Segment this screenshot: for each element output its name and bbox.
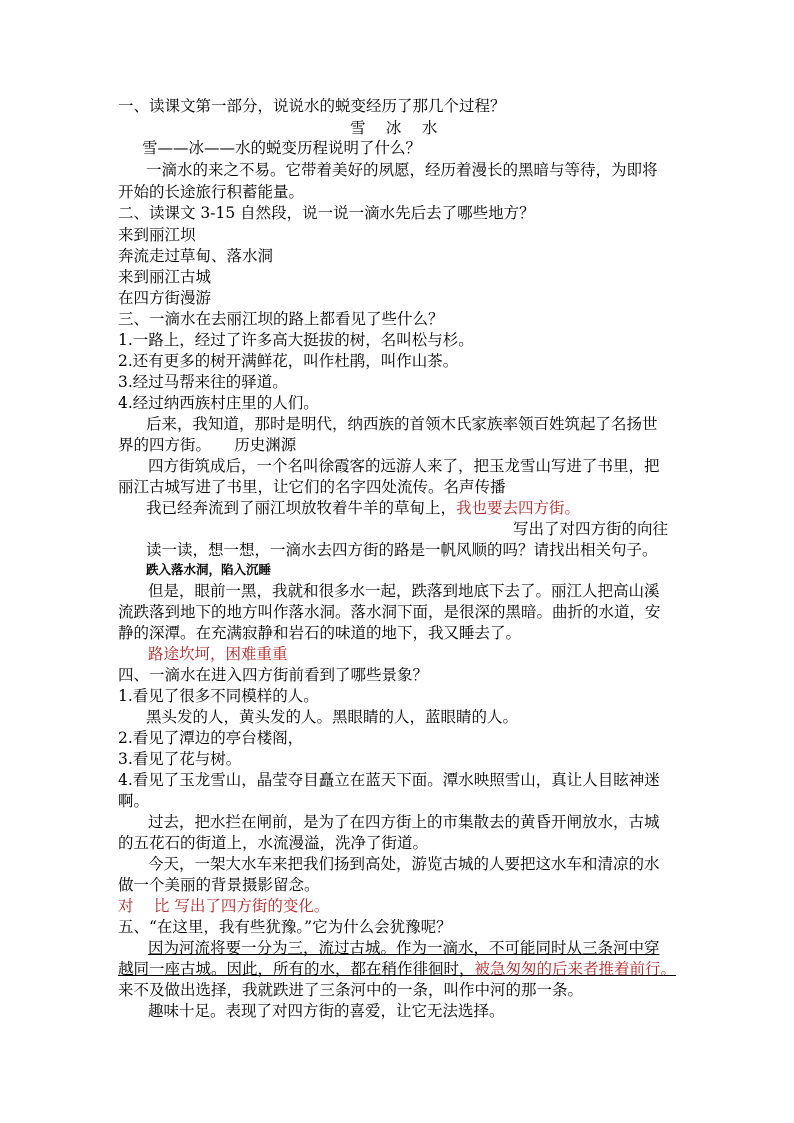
- question-5-heading: 五、“在这里，我有些犹豫。”它为什么会犹豫呢？: [118, 918, 452, 936]
- list-item: 2.还有更多的树开满鲜花，叫作杜鹃，叫作山茶。: [118, 352, 459, 370]
- question-2-heading: 二、读课文 3-15 自然段，说一说一滴水先后去了哪些地方？: [118, 204, 535, 222]
- list-item: 在四方街漫游: [118, 289, 212, 307]
- list-item: 奔流走过草甸、落水洞: [118, 247, 274, 265]
- question-1-sub: 雪——冰——水的蜕变历程说明了什么？: [142, 139, 422, 157]
- annotation-text: 路途坎坷，困难重重: [148, 645, 288, 663]
- paragraph-line: 来不及做出选择，我就跌进了三条河中的一条，叫作中河的那一条。: [118, 981, 584, 999]
- list-item: 1.一路上，经过了许多高大挺拔的树，名叫松与杉。: [118, 331, 474, 349]
- underlined-paragraph-line: [118, 959, 676, 979]
- list-item: 1.看见了很多不同模样的人。: [118, 687, 319, 705]
- paragraph-line: 流跌落到地下的地方叫作落水洞。落水洞下面，是很深的黑暗。曲折的水道，安: [118, 603, 661, 621]
- paragraph-line: 四方街筑成后，一个名叫徐霞客的远游人来了，把玉龙雪山写进了书里，把: [148, 457, 660, 475]
- annotation-text: 写出了对四方街的向往: [513, 520, 669, 538]
- highlight-text: 我也要去四方街。: [456, 499, 581, 517]
- list-item: 4.看见了玉龙雪山，晶莹夺目矗立在蓝天下面。潭水映照雪山，真让人目眩神迷: [118, 771, 660, 789]
- paragraph-line: 黑头发的人，黄头发的人。黑眼睛的人，蓝眼睛的人。: [146, 708, 519, 726]
- list-item: 3.经过马帮来往的驿道。: [118, 373, 288, 391]
- list-item: 啊。: [118, 792, 150, 810]
- text-run: 我已经奔流到了丽江坝放牧着牛羊的草甸上，: [146, 499, 457, 517]
- question-prompt: 读一读，想一想，一滴水去四方街的路是一帆风顺的吗？请找出相关句子。: [146, 541, 658, 559]
- paragraph-line: 今天，一架大水车来把我们扬到高处，游览古城的人要把这水车和清凉的水: [148, 855, 660, 873]
- highlight-text: 被急匆匆的后来者推着前行。: [474, 960, 677, 978]
- list-item: 3.看见了花与树。: [118, 750, 242, 768]
- question-3-heading: 三、一滴水在去丽江坝的路上都看见了些什么？: [118, 310, 444, 328]
- paragraph-line: 后来，我知道，那时是明代，纳西族的首领木氏家族率领百姓筑起了名扬世: [146, 415, 658, 433]
- paragraph-line: 丽江古城写进了书里，让它们的名字四处流传。名声传播: [118, 478, 506, 496]
- paragraph-line: 过去，把水拦在闸前，是为了在四方街上的市集散去的黄昏开闸放水，古城: [148, 813, 660, 831]
- list-item: 4.经过纳西族村庄里的人们。: [118, 394, 319, 412]
- paragraph-line: 趣味十足。表现了对四方街的喜爱，让它无法选择。: [148, 1002, 505, 1020]
- list-item: 来到丽江坝: [118, 226, 196, 244]
- paragraph-line: 的五花石的街道上，水流漫溢，洗净了街道。: [118, 834, 429, 852]
- paragraph-line: 开始的长途旅行积蓄能量。: [118, 183, 305, 201]
- underlined-paragraph-line: 因为河流将要一分为三，流过古城。作为一滴水，不可能同时从三条河中穿: [148, 939, 660, 957]
- question-1-heading: 一、读课文第一部分，说说水的蜕变经历了那几个过程？: [118, 97, 506, 115]
- annotation-text: 对 比 写出了四方街的变化。: [118, 897, 330, 915]
- list-item: 2.看见了潭边的亭台楼阁，: [118, 729, 304, 747]
- paragraph-line: [146, 498, 580, 518]
- paragraph-line: 界的四方街。 历史渊源: [118, 436, 297, 454]
- text-run: 越同一座古城。因此，所有的水，都在稍作徘徊时，: [118, 960, 475, 978]
- paragraph-line: 静的深潭。在充满寂静和岩石的味道的地下，我又睡去了。: [118, 624, 522, 642]
- paragraph-line: 做一个美丽的背景摄影留念。: [118, 876, 320, 894]
- list-item: 来到丽江古城: [118, 268, 212, 286]
- paragraph-line: 一滴水的来之不易。它带着美好的夙愿，经历着漫长的黑暗与等待，为即将: [146, 161, 658, 179]
- subheading: 跌入落水洞，陷入沉睡: [146, 562, 272, 577]
- paragraph-line: 但是，眼前一黑，我就和很多水一起，跌落到地底下去了。丽江人把高山溪: [148, 582, 660, 600]
- question-4-heading: 四、一滴水在进入四方街前看到了哪些景象？: [118, 666, 429, 684]
- answer-phases: 雪 冰 水: [350, 119, 438, 137]
